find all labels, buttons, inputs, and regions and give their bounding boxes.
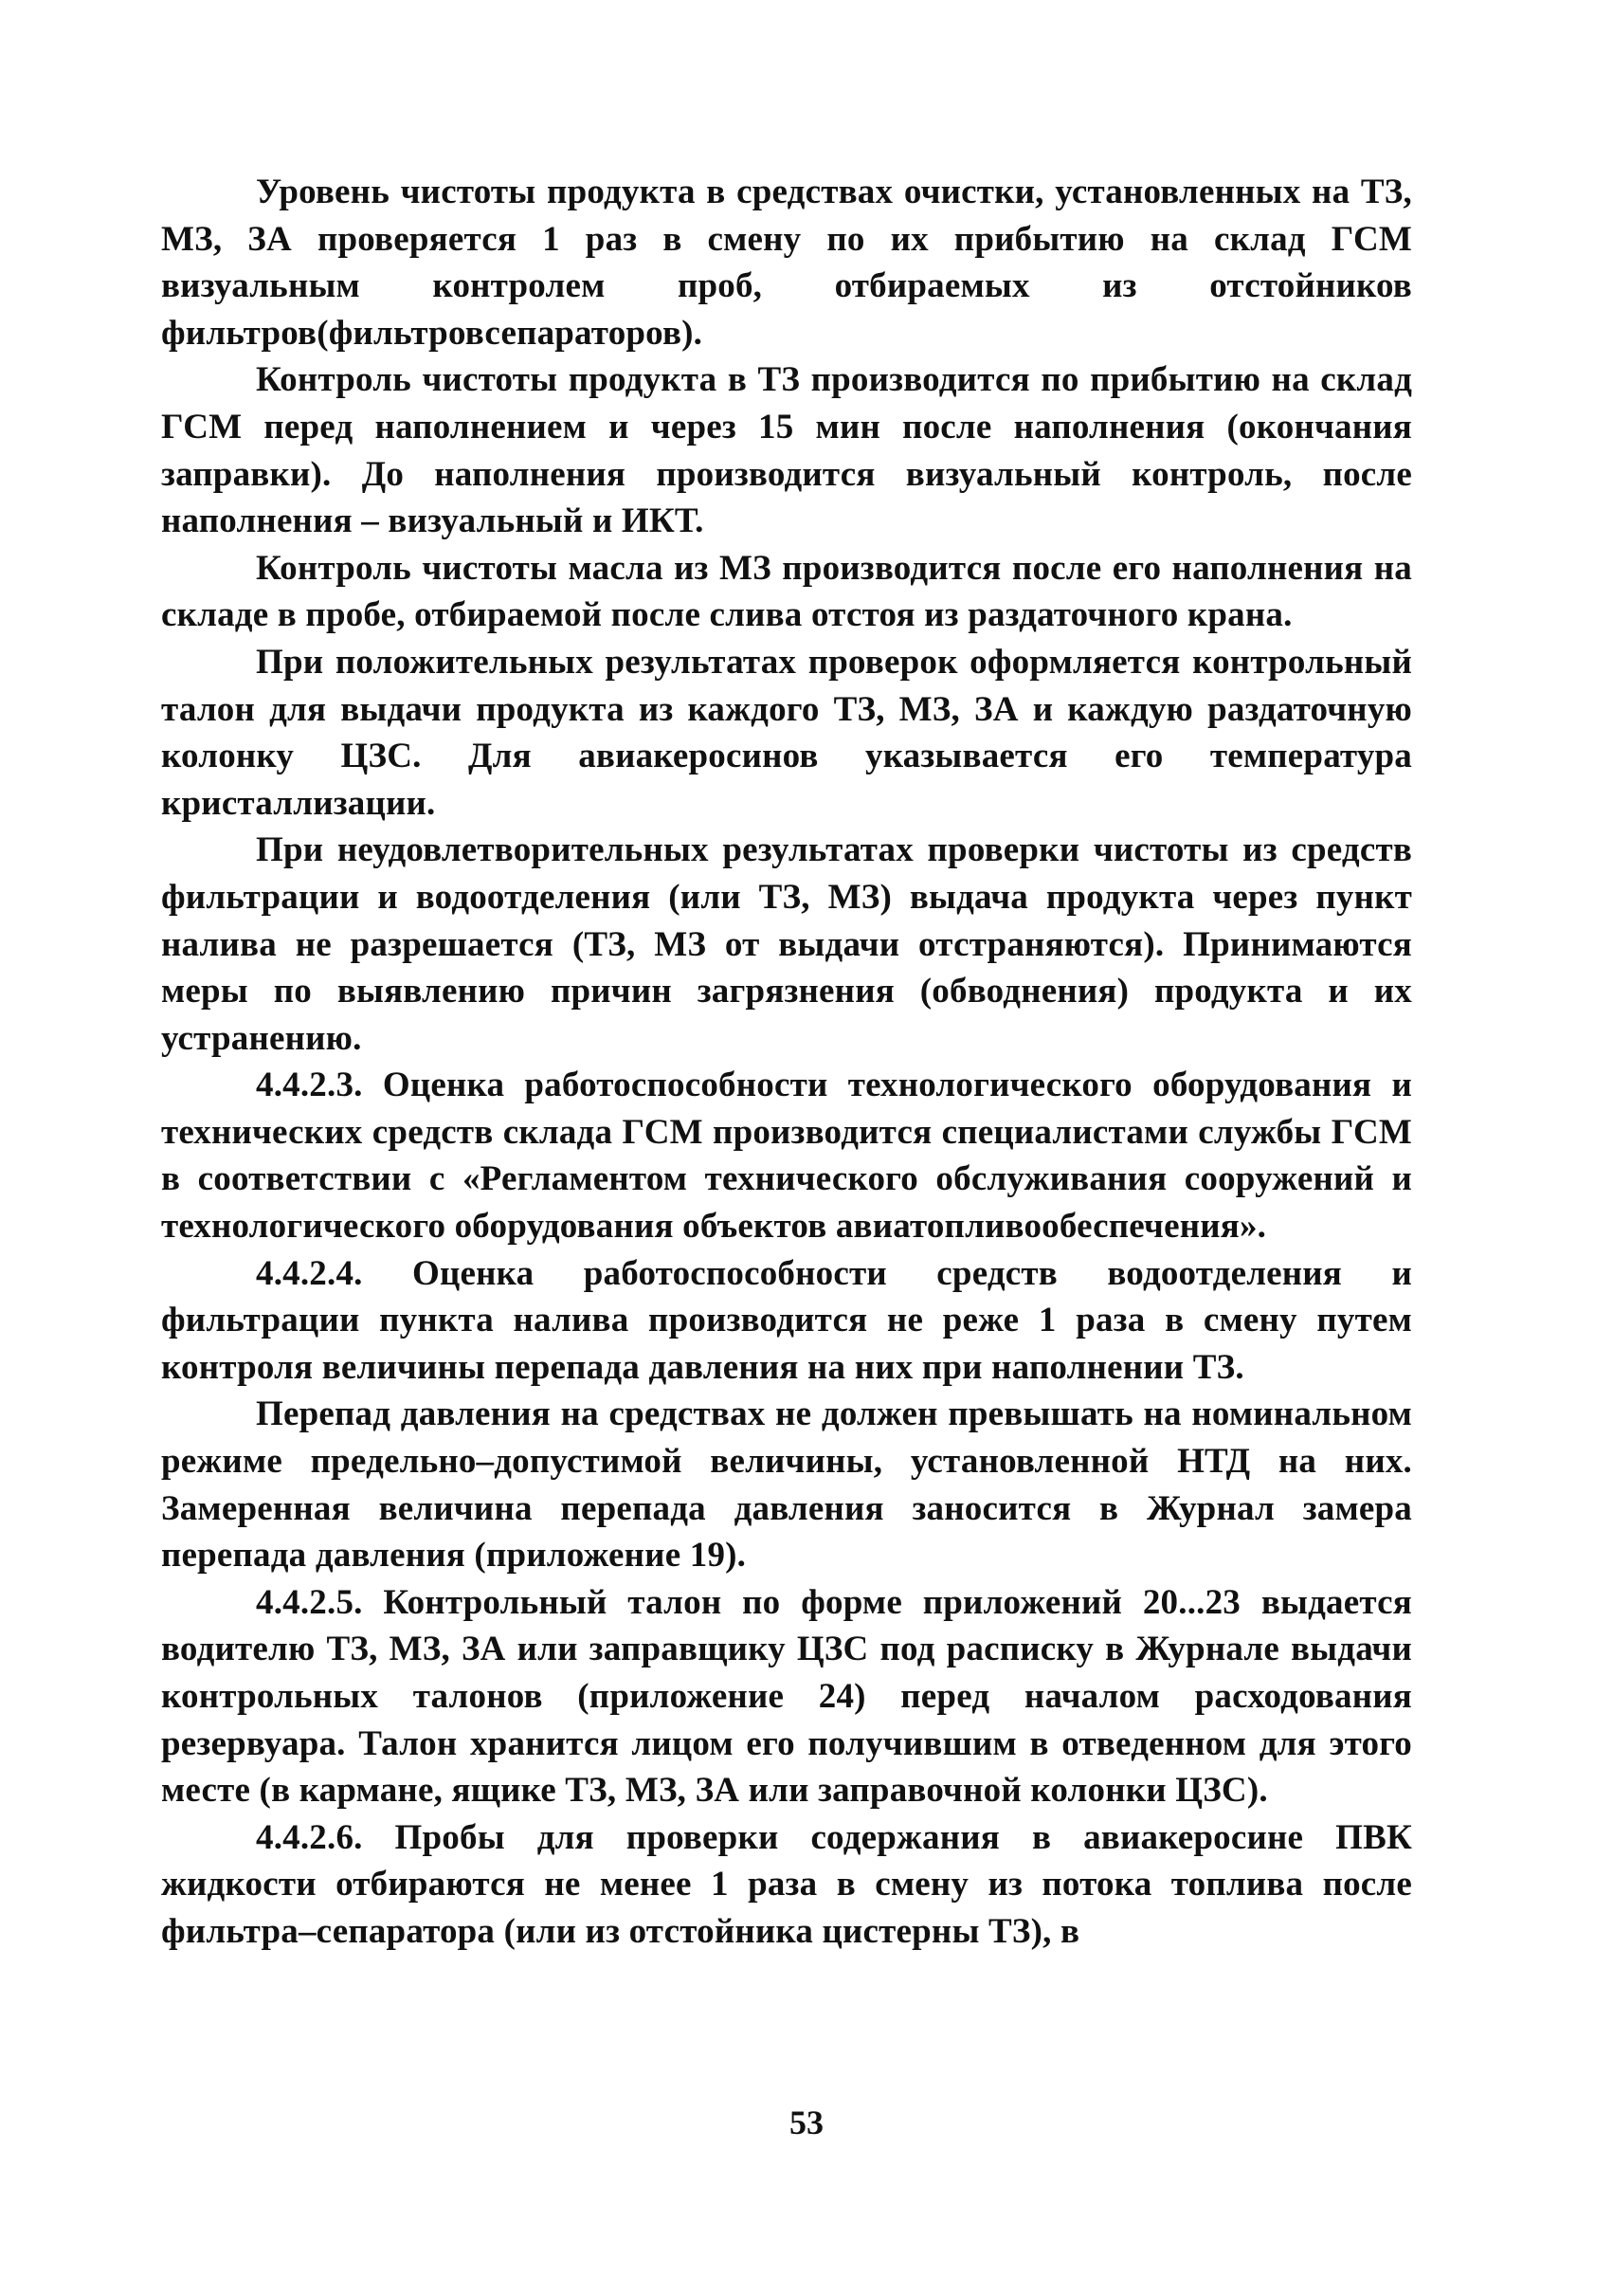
body-text xyxy=(161,169,1412,1956)
paragraph-tz-control: Контроль чистоты продукта в ТЗ производится по прибытию на склад ГСМ перед наполнением и через 15 мин после наполнения (окончания заправки). До наполнения производится визуальный контроль, после наполнения – визуальный и ИКТ. xyxy=(161,360,1412,541)
paragraph-negative-results: При неудовлетворительных результатах проверки чистоты из средств фильтрации и водоотделения (или ТЗ, МЗ) выдача продукта через пункт налива не разрешается (ТЗ, МЗ от выдачи отстраняются). Принимаются меры по выявлению причин загрязнения (обводнения) продукта и их устранению. xyxy=(161,830,1412,1058)
paragraph-4-4-2-5: 4.4.2.5. Контрольный талон по форме приложений 20...23 выдается водителю ТЗ, МЗ, ЗА или заправщику ЦЗС под расписку в Журнале выдачи контрольных талонов (приложение 24) перед началом расходования резервуара. Талон хранится лицом его получившим в отведенном для этого месте (в кармане, ящике ТЗ, МЗ, ЗА или заправочной колонки ЦЗС). xyxy=(161,1582,1412,1811)
paragraph-oil-control: Контроль чистоты масла из МЗ производится после его наполнения на складе в пробе, отбираемой после слива отстоя из раздаточного крана. xyxy=(161,548,1412,635)
paragraph-positive-results: При положительных результатах проверок оформляется контрольный талон для выдачи продукта из каждого ТЗ, МЗ, ЗА и каждую раздаточную колонку ЦЗС. Для авиакеросинов указывается его температура кристаллизации. xyxy=(161,642,1412,823)
paragraph-pressure-drop: Перепад давления на средствах не должен превышать на номинальном режиме предельно–допустимой величины, установленной НТД на них. Замеренная величина перепада давления заносится в Журнал замера перепада давления (приложение 19). xyxy=(161,1394,1412,1576)
paragraph-4-4-2-6: 4.4.2.6. Пробы для проверки содержания в авиакеросине ПВК жидкости отбираются не менее 1 раза в смену из потока топлива после фильтра–сепаратора (или из отстойника цистерны ТЗ), в xyxy=(161,1817,1412,1951)
page-number: 53 xyxy=(789,2104,824,2141)
paragraph-4-4-2-4: 4.4.2.4. Оценка работоспособности средств водоотделения и фильтрации пункта налива производится не реже 1 раза в смену путем контроля величины перепада давления на них при наполнении ТЗ. xyxy=(161,1253,1412,1387)
paragraph-4-4-2-3: 4.4.2.3. Оценка работоспособности технологического оборудования и технических средств склада ГСМ производится специалистами службы ГСМ в соответствии с «Регламентом технического обслуживания сооружений и технологического оборудования объектов авиатопливообеспечения». xyxy=(161,1066,1412,1247)
paragraph-purity-level: Уровень чистоты продукта в средствах очистки, установленных на ТЗ, МЗ, ЗА проверяется 1 раз в смену по их прибытию на склад ГСМ визуальным контролем проб, отбираемых из отстойников фильтров(фильтровсепараторов). xyxy=(161,173,1412,353)
